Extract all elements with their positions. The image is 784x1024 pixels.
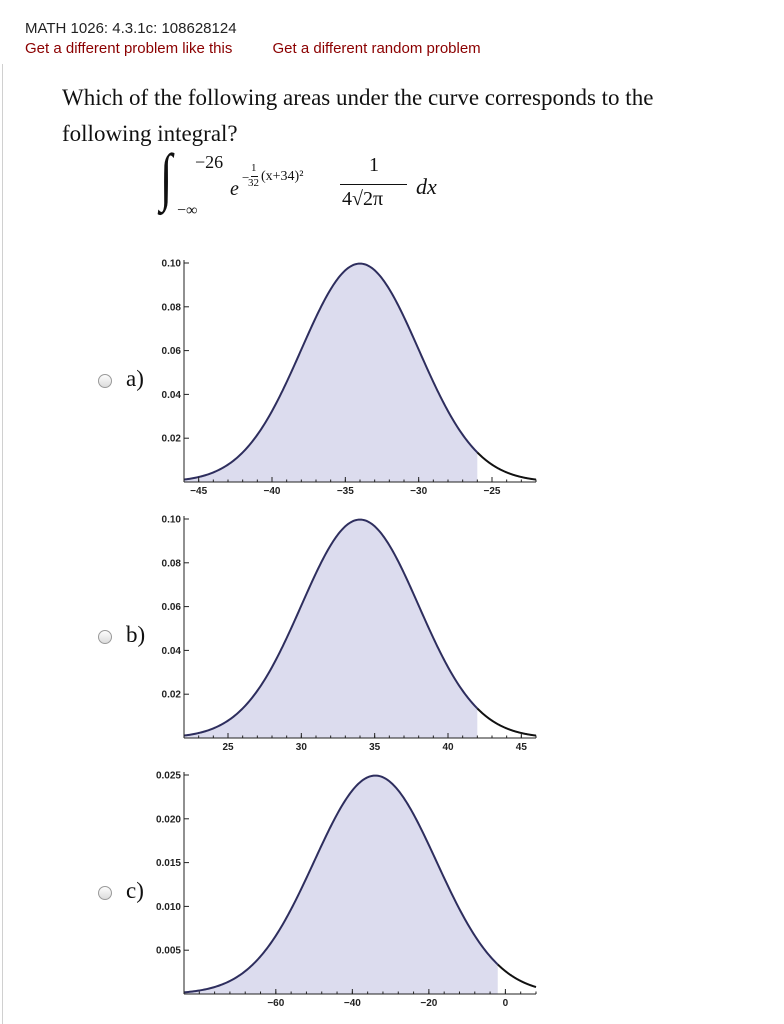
- x-tick-label: 25: [222, 742, 234, 753]
- shaded-area: [184, 264, 477, 482]
- chart-option-a: [150, 258, 550, 498]
- fraction-numerator: 1: [369, 154, 379, 176]
- x-tick-label: −40: [263, 486, 281, 497]
- y-tick-label: 0.02: [161, 689, 181, 701]
- density-curve-tail: [477, 708, 536, 735]
- problem-links: [25, 40, 481, 58]
- similar-problem-link[interactable]: Get a different problem like this: [25, 40, 233, 57]
- y-tick-label: 0.06: [161, 602, 181, 614]
- y-tick-label: 0.025: [155, 770, 181, 782]
- shaded-area: [184, 520, 477, 738]
- upper-limit: −26: [195, 152, 224, 172]
- x-tick-label: −25: [483, 486, 501, 497]
- fraction-bar: [340, 184, 407, 185]
- y-tick-label: 0.10: [161, 514, 181, 526]
- integral-sign: ∫: [160, 141, 173, 212]
- x-tick-label: −45: [190, 486, 208, 497]
- x-tick-label: 30: [295, 742, 307, 753]
- integral-formula: [150, 141, 480, 230]
- exponent-body: (x+34)²: [261, 169, 304, 184]
- fraction-denominator: 4√2π: [342, 188, 384, 210]
- differential: dx: [416, 174, 437, 199]
- y-tick-label: 0.02: [161, 433, 181, 445]
- answer-option-a: [0, 258, 784, 508]
- question-text: Which of the following areas under the curve corresponds to the following integral?: [62, 85, 654, 146]
- x-tick-label: 0: [502, 998, 509, 1009]
- y-tick-label: 0.08: [161, 302, 181, 314]
- x-tick-label: 40: [442, 742, 454, 753]
- exponent-fraction-denominator: 32: [248, 177, 259, 189]
- radio-option-b[interactable]: [98, 630, 112, 644]
- y-tick-label: 0.10: [161, 258, 181, 270]
- answer-option-b: [0, 514, 784, 764]
- option-label-a: a): [126, 366, 144, 391]
- exponential-base: e: [230, 178, 239, 200]
- x-tick-label: −30: [410, 486, 428, 497]
- y-tick-label: 0.04: [161, 389, 181, 401]
- lower-limit: −∞: [177, 202, 198, 219]
- y-tick-label: 0.015: [155, 858, 181, 870]
- x-tick-label: −20: [420, 998, 438, 1009]
- radio-option-a[interactable]: [98, 374, 112, 388]
- random-problem-link[interactable]: Get a different random problem: [272, 40, 481, 57]
- course-title: MATH 1026: 4.3.1c: 108628124: [25, 20, 237, 37]
- radio-option-c[interactable]: [98, 886, 112, 900]
- x-tick-label: −35: [336, 486, 354, 497]
- y-tick-label: 0.010: [155, 901, 181, 913]
- option-label-c: c): [126, 878, 144, 903]
- x-tick-label: −40: [343, 998, 361, 1009]
- problem-header: [25, 20, 481, 58]
- y-tick-label: 0.005: [155, 945, 181, 957]
- option-label-b: b): [126, 622, 146, 647]
- answer-option-c: [0, 770, 784, 1020]
- exponent-sign: −: [242, 170, 250, 185]
- x-tick-label: 45: [515, 742, 527, 753]
- chart-option-c: [150, 770, 550, 1010]
- exponent-fraction-numerator: 1: [251, 162, 257, 174]
- y-tick-label: 0.04: [161, 645, 181, 657]
- density-curve-tail: [477, 452, 536, 479]
- x-tick-label: 35: [369, 742, 381, 753]
- y-tick-label: 0.06: [161, 346, 181, 358]
- x-tick-label: −60: [267, 998, 285, 1009]
- y-tick-label: 0.020: [155, 814, 181, 826]
- density-curve-tail: [498, 964, 536, 987]
- chart-option-b: [150, 514, 550, 754]
- y-tick-label: 0.08: [161, 558, 181, 570]
